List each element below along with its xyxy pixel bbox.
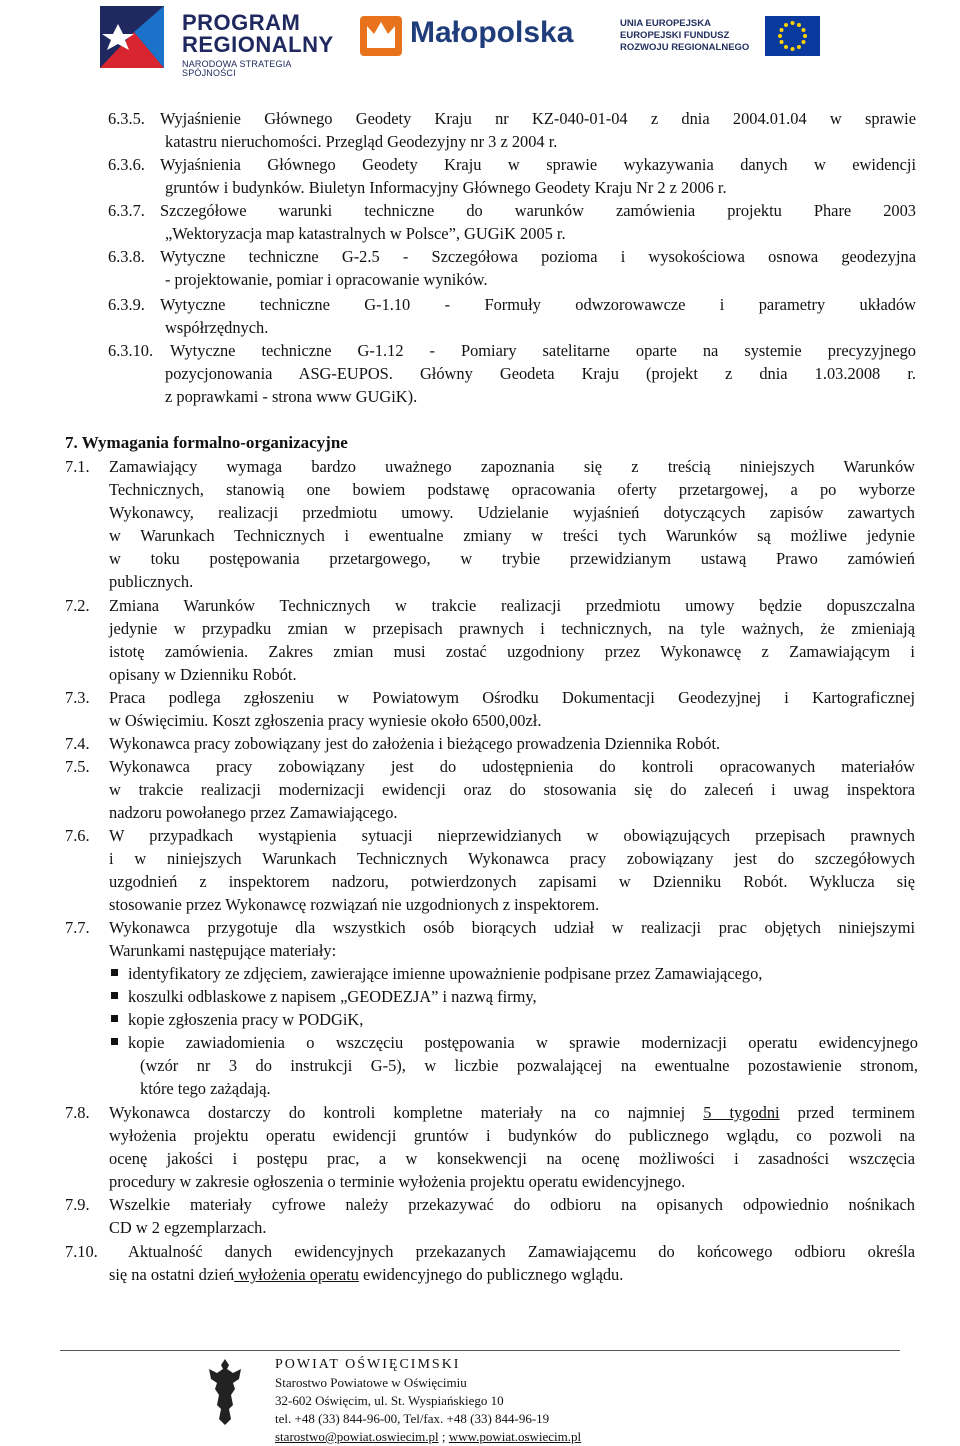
eagle-crest-icon [205, 1355, 245, 1427]
eu-line-1: UNIA EUROPEJSKA [620, 18, 711, 29]
item-number: 6.3.9. [108, 295, 145, 314]
footer-line: 32-602 Oświęcim, ul. St. Wyspiańskiego 10 [275, 1393, 504, 1408]
eu-logo [620, 16, 820, 58]
item-line: gruntów i budynków. Biuletyn Informacyjny Głównego Geodety Kraju Nr 2 z 2006 r. [165, 178, 727, 197]
paragraph-line: Wszelkie materiały cyfrowe należy przekazywać do odbioru na opisanych odpowiednio nośnikach [109, 1195, 915, 1214]
paragraph-line: Zmiana Warunków Technicznych w trakcie realizacji przedmiotu umowy będzie dopuszczalna [109, 596, 915, 615]
paragraph-line: i w niniejszych Warunkach Technicznych Wykonawca pracy zobowiązany jest do szczegółowych [109, 849, 915, 868]
text-span: się na ostatni dzień [109, 1265, 235, 1284]
paragraph-line: Wykonawca przygotuje dla wszystkich osób biorących udział w realizacji prac objętych niniejszymi [109, 918, 915, 937]
paragraph-line: Wykonawcy, realizacji przedmiotu umowy. Udzielanie wyjaśnień dotyczących zapisów zawartych [109, 503, 915, 522]
paragraph-line: w Oświęcimiu. Koszt zgłoszenia pracy wyniesie około 6500,00zł. [109, 711, 542, 730]
footer-line: Starostwo Powiatowe w Oświęcimiu [275, 1375, 467, 1390]
paragraph-line [109, 1263, 915, 1286]
paragraph-line: opisany w Dzienniku Robót. [109, 665, 297, 684]
section-heading: 7. Wymagania formalno-organizacyjne [65, 433, 348, 452]
paragraph-line: CD w 2 egzemplarzach. [109, 1218, 267, 1237]
footer-title: POWIAT OŚWIĘCIMSKI [275, 1357, 461, 1372]
item-line: - projektowanie, pomiar i opracowanie wyników. [165, 270, 488, 289]
eu-flag-icon [765, 16, 820, 56]
item-line: katastru nieruchomości. Przegląd Geodezyjny nr 3 z 2004 r. [165, 132, 558, 151]
item-line: Szczegółowe warunki techniczne do warunków zamówienia projektu Phare 2003 [160, 201, 916, 220]
header-logos [0, 0, 960, 78]
item-number: 7.2. [65, 596, 90, 615]
paragraph-line: Aktualność danych ewidencyjnych przekazanych Zamawiającemu do końcowego odbioru określa [128, 1242, 915, 1261]
item-line: Wytyczne techniczne G-2.5 - Szczegółowa pozioma i wysokościowa osnowa geodezyjna [160, 247, 916, 266]
item-number: 6.3.10. [108, 341, 154, 360]
paragraph-line: stosowanie przez Wykonawcę rozwiązań nie uzgodnionych z inspektorem. [109, 895, 600, 914]
item-number: 7.1. [65, 457, 90, 476]
malopolska-logo [358, 14, 588, 58]
paragraph-line: istotę zamówienia. Zakres zmian musi zostać uzgodniony przez Wykonawcę z Zamawiającym i [109, 642, 915, 661]
item-number: 7.10. [65, 1242, 98, 1261]
item-number: 6.3.8. [108, 247, 145, 266]
item-number: 7.7. [65, 918, 90, 937]
bullet-marker [111, 992, 118, 999]
bullet-item: kopie zgłoszenia pracy w PODGiK, [128, 1010, 364, 1029]
item-number: 6.3.6. [108, 155, 145, 174]
deadline-underlined: 5 tygodni [703, 1103, 780, 1122]
underlined-text: wyłożenia operatu [234, 1265, 359, 1284]
bullet-item: kopie zawiadomienia o wszczęciu postępowania w sprawie modernizacji operatu ewidencyjnego [128, 1033, 918, 1052]
item-number: 7.3. [65, 688, 90, 707]
item-number: 7.4. [65, 734, 90, 753]
paragraph-line: publicznych. [109, 572, 194, 591]
paragraph-line: w trakcie realizacji modernizacji ewidencji oraz do stosowania się do zaleceń i uwag inspektora [109, 780, 915, 799]
text-span: Wykonawca dostarczy do kontroli kompletne materiały na co najmniej [109, 1103, 704, 1122]
paragraph-line: uzgodnień z inspektorem nadzoru, potwierdzonych zapisami w Dzienniku Robót. Wyklucza się [109, 872, 915, 891]
program-line-2: REGIONALNY [182, 32, 334, 57]
item-line: Wytyczne techniczne G-1.12 - Pomiary satelitarne oparte na systemie precyzyjnego [170, 341, 916, 360]
item-line: Wytyczne techniczne G-1.10 - Formuły odwzorowawcze i parametry układów [160, 295, 916, 314]
paragraph-line [109, 1101, 915, 1124]
bullet-item: koszulki odblaskowe z napisem „GEODEZJA” i nazwą firmy, [128, 987, 537, 1006]
text-span: ewidencyjnego do publicznego wglądu. [358, 1265, 624, 1284]
item-number: 6.3.7. [108, 201, 145, 220]
program-regionalny-logo [96, 4, 334, 78]
program-line-3: NARODOWA STRATEGIA SPÓJNOŚCI [182, 59, 292, 78]
eu-line-2: EUROPEJSKI FUNDUSZ [620, 30, 730, 41]
footer [275, 1356, 581, 1446]
item-line: pozycjonowania ASG-EUPOS. Główny Geodeta Kraju (projekt z dnia 1.03.2008 r. [165, 364, 916, 383]
paragraph-line: Technicznych, stanowią one bowiem podstawę opracowania oferty przetargowej, a po wyborze [109, 480, 915, 499]
item-number: 7.6. [65, 826, 90, 845]
malopolska-crown-icon [358, 14, 406, 58]
item-number: 7.8. [65, 1103, 90, 1122]
malopolska-text: Małopolska [410, 16, 574, 49]
program-line-1: PROGRAM [182, 10, 301, 35]
item-line: Wyjaśnienie Głównego Geodety Kraju nr KZ-040-01-04 z dnia 2004.01.04 w sprawie [160, 109, 916, 128]
paragraph-line: jedynie w przypadku zmian w przepisach prawnych i technicznych, na tyle ważnych, że zmieniają [109, 619, 915, 638]
eu-line-3: ROZWOJU REGIONALNEGO [620, 42, 750, 53]
paragraph-line: w toku postępowania przetargowego, w trybie przewidzianym ustawą Prawo zamówień [109, 549, 915, 568]
item-number: 6.3.5. [108, 109, 145, 128]
item-line: z poprawkami - strona www GUGiK). [165, 387, 418, 406]
footer-line: tel. +48 (33) 844-96-00, Tel/fax. +48 (33) 844-96-19 [275, 1411, 550, 1426]
paragraph-line: wyłożenia projektu operatu ewidencji gruntów i budynków do publicznego wglądu, co pozwoli na [109, 1126, 915, 1145]
paragraph-line: Wykonawca pracy zobowiązany jest do udostępnienia do kontroli opracowanych materiałów [109, 757, 915, 776]
separator: ; [438, 1429, 449, 1444]
item-line: Wyjaśnienia Głównego Geodety Kraju w sprawie wykazywania danych w ewidencji [160, 155, 916, 174]
paragraph-line: Zamawiający wymaga bardzo uważnego zapoznania się z treścią niniejszych Warunków [109, 457, 915, 476]
item-line: „Wektoryzacja map katastralnych w Polsce”, GUGiK 2005 r. [165, 224, 566, 243]
email-link[interactable]: starostwo@powiat.oswiecim.pl [275, 1429, 439, 1444]
paragraph-line: procedury w zakresie ogłoszenia o terminie wyłożenia projektu operatu ewidencyjnego. [109, 1172, 686, 1191]
paragraph-line: Warunkami następujące materiały: [109, 941, 337, 960]
item-number: 7.9. [65, 1195, 90, 1214]
website-link[interactable]: www.powiat.oswiecim.pl [448, 1429, 582, 1444]
paragraph-line: ocenę jakości i postępu prac, a w konsekwencji na ocenę możliwości i zasadności wszczęcia [109, 1149, 915, 1168]
footer-divider [60, 1350, 900, 1351]
text-span: przed terminem [779, 1103, 915, 1122]
bullet-marker [111, 1038, 118, 1045]
paragraph-line: nadzoru powołanego przez Zamawiającego. [109, 803, 398, 822]
paragraph-line: W przypadkach wystąpienia sytuacji nieprzewidzianych w obowiązujących przepisach prawnych [109, 826, 915, 845]
bullet-marker [111, 1015, 118, 1022]
program-regionalny-emblem-icon [96, 4, 176, 70]
footer-contacts [275, 1428, 581, 1446]
bullet-item-cont: (wzór nr 3 do instrukcji G-5), w liczbie pozwalającej na ewentualne pozostawienie stronom, [140, 1056, 918, 1075]
paragraph-line: w Warunkach Technicznych i ewentualne zmiany w treści tych Warunków są możliwe jedynie [109, 526, 915, 545]
bullet-item-cont: które tego zażądają. [140, 1079, 271, 1098]
item-number: 7.5. [65, 757, 90, 776]
paragraph-line: Wykonawca pracy zobowiązany jest do założenia i bieżącego prowadzenia Dziennika Robót. [109, 734, 721, 753]
item-line: współrzędnych. [165, 318, 269, 337]
bullet-marker [111, 969, 118, 976]
bullet-item: identyfikatory ze zdjęciem, zawierające imienne upoważnienie podpisane przez Zamawiającego, [128, 964, 763, 983]
paragraph-line: Praca podlega zgłoszeniu w Powiatowym Ośrodku Dokumentacji Geodezyjnej i Kartograficznej [109, 688, 915, 707]
